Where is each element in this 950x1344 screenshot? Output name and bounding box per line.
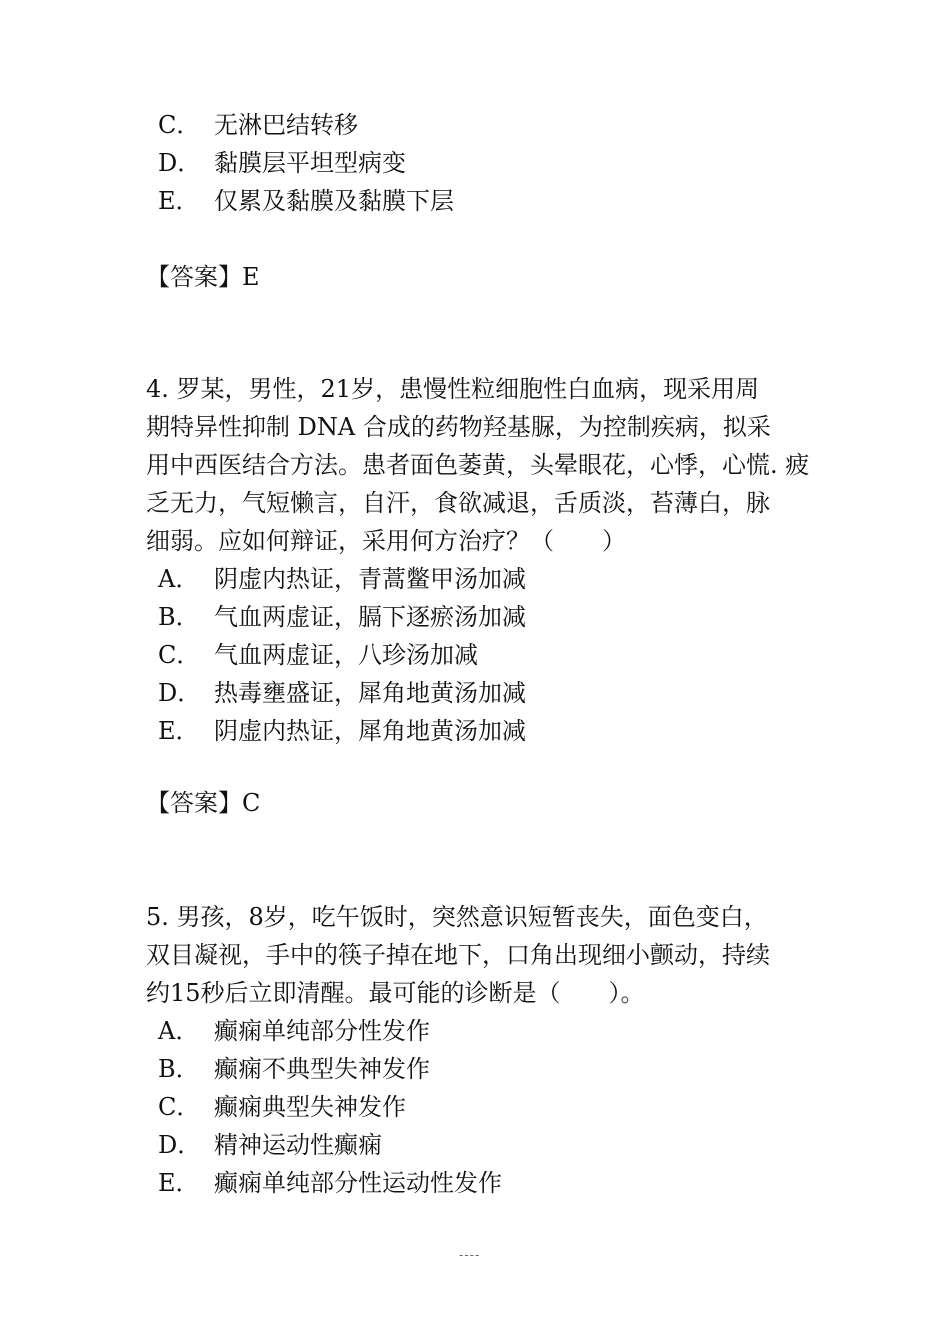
option-letter: E． bbox=[158, 187, 200, 215]
q5-stem-line-1: 5. 男孩，8岁，吃午饭时，突然意识短暂丧失，面色变白， bbox=[146, 903, 768, 931]
option-letter: A． bbox=[158, 565, 200, 593]
option-letter: D． bbox=[158, 679, 202, 707]
option-letter: D． bbox=[158, 149, 202, 177]
q3-option-e bbox=[158, 186, 454, 216]
q5-option-e bbox=[158, 1168, 502, 1198]
q5-stem-line-3: 约15秒后立即清醒。最可能的诊断是（ ）。 bbox=[146, 979, 645, 1007]
q5-option-c bbox=[158, 1092, 406, 1122]
q5-option-a bbox=[158, 1016, 430, 1046]
q4-stem-line-5: 细弱。应如何辩证，采用何方治疗？（ ） bbox=[146, 527, 626, 555]
page-footer-mark: ---- bbox=[459, 1248, 481, 1262]
option-letter: E． bbox=[158, 717, 200, 745]
q4-answer: 【答案】C bbox=[146, 789, 261, 817]
q3-option-c bbox=[158, 110, 358, 140]
option-letter: E． bbox=[158, 1169, 200, 1197]
option-text: 无淋巴结转移 bbox=[214, 111, 358, 139]
q4-option-a bbox=[158, 564, 526, 594]
option-text: 癫痫典型失神发作 bbox=[214, 1093, 406, 1121]
option-letter: A． bbox=[158, 1017, 200, 1045]
q4-stem-line-1: 4. 罗某，男性，21岁，患慢性粒细胞性白血病，现采用周 bbox=[146, 375, 760, 403]
option-text: 黏膜层平坦型病变 bbox=[214, 149, 406, 177]
q5-stem-line-2: 双目凝视，手中的筷子掉在地下，口角出现细小颤动，持续 bbox=[146, 941, 770, 969]
option-text: 气血两虚证，八珍汤加减 bbox=[214, 641, 478, 669]
option-letter: B． bbox=[158, 1055, 200, 1083]
option-letter: B． bbox=[158, 603, 200, 631]
option-text: 癫痫单纯部分性运动性发作 bbox=[214, 1169, 502, 1197]
q4-option-e bbox=[158, 716, 526, 746]
option-letter: C． bbox=[158, 111, 201, 139]
option-letter: C． bbox=[158, 1093, 201, 1121]
q4-option-b bbox=[158, 602, 526, 632]
q4-stem-line-3: 用中西医结合方法。患者面色萎黄，头晕眼花，心悸，心慌. 疲 bbox=[146, 451, 810, 479]
option-text: 热毒壅盛证，犀角地黄汤加减 bbox=[214, 679, 526, 707]
option-text: 癫痫不典型失神发作 bbox=[214, 1055, 430, 1083]
option-text: 阴虚内热证，犀角地黄汤加减 bbox=[214, 717, 526, 745]
q4-stem-line-4: 乏无力，气短懒言，自汗，食欲减退，舌质淡，苔薄白，脉 bbox=[146, 489, 770, 517]
q3-option-d bbox=[158, 148, 406, 178]
q4-option-d bbox=[158, 678, 526, 708]
q3-answer: 【答案】E bbox=[146, 263, 260, 291]
q4-stem-line-2: 期特异性抑制 DNA 合成的药物羟基脲，为控制疾病，拟采 bbox=[146, 413, 771, 441]
q4-option-c bbox=[158, 640, 478, 670]
option-letter: D． bbox=[158, 1131, 202, 1159]
q5-option-d bbox=[158, 1130, 382, 1160]
option-text: 阴虚内热证，青蒿鳖甲汤加减 bbox=[214, 565, 526, 593]
option-text: 精神运动性癫痫 bbox=[214, 1131, 382, 1159]
option-text: 仅累及黏膜及黏膜下层 bbox=[214, 187, 454, 215]
option-text: 癫痫单纯部分性发作 bbox=[214, 1017, 430, 1045]
option-text: 气血两虚证，膈下逐瘀汤加减 bbox=[214, 603, 526, 631]
option-letter: C． bbox=[158, 641, 201, 669]
q5-option-b bbox=[158, 1054, 430, 1084]
